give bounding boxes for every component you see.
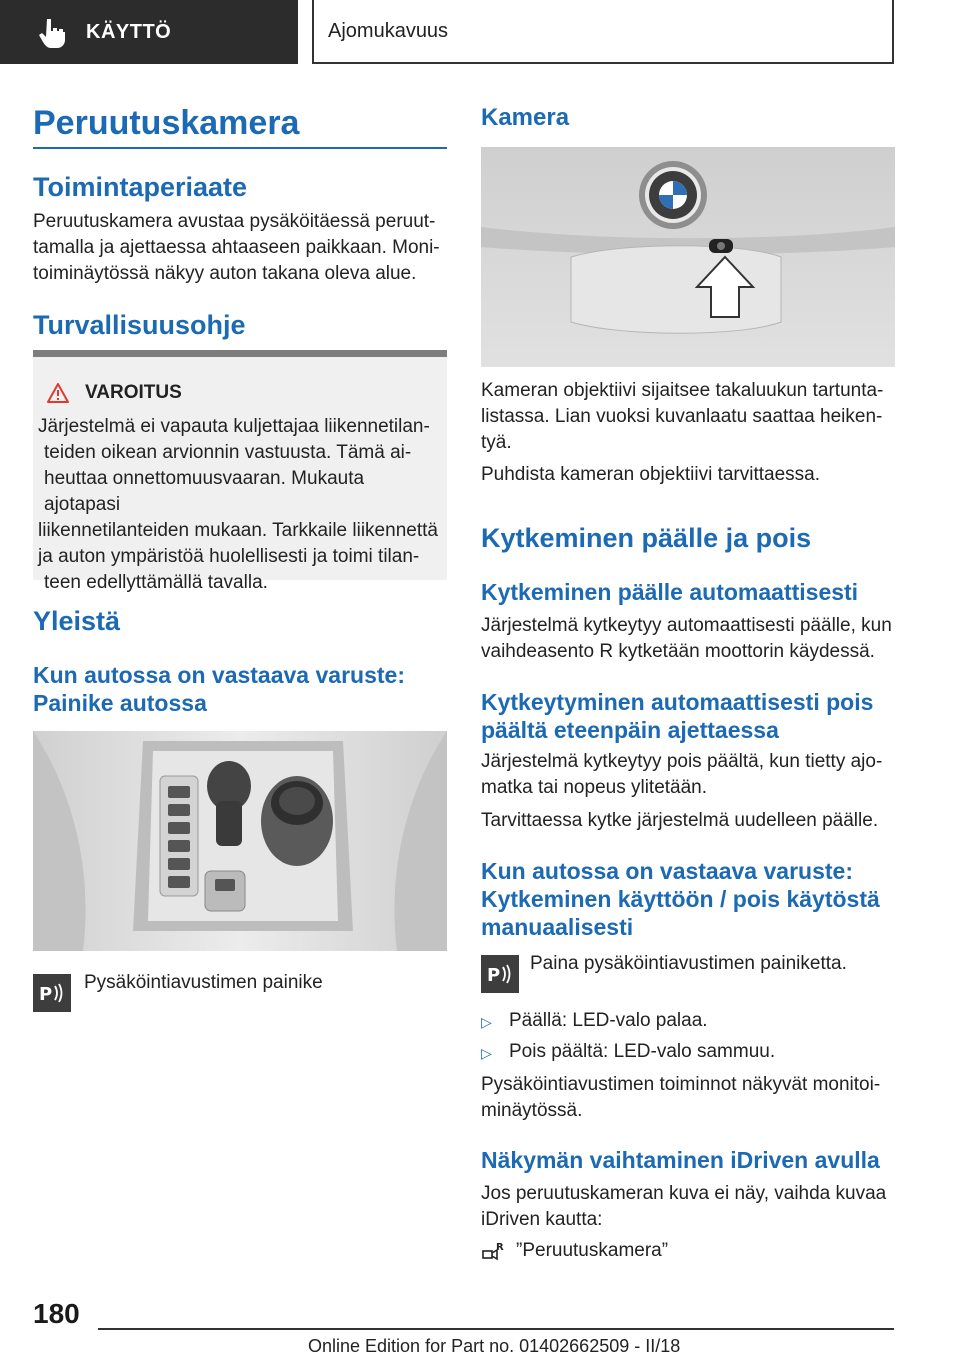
auto-off-paragraph: Järjestelmä kytkeytyy pois päältä, kun tietty ajo- matka tai nopeus ylitetään. (481, 751, 883, 798)
svg-text:R: R (496, 1242, 504, 1253)
footer-edition: Online Edition for Part no. 01402662509 - II/18 (308, 1336, 681, 1356)
warning-box (33, 350, 447, 593)
camera-paragraph: Kameran objektiivi sijaitsee takaluukun tartunta- listassa. Lian vuoksi kuvanlaatu saattaa heiken- tyä. (481, 380, 884, 453)
idrive-menu-item: ”Peruutuskamera” (516, 1240, 669, 1261)
heading-onoff: Kytkeminen päälle ja pois (481, 523, 812, 553)
heading-auto-off: Kytkeytyminen automaattisesti pois päältä eteenpäin ajettaessa (481, 689, 874, 743)
section-header (312, 0, 894, 64)
triangle-bullet-icon: ▷ (481, 1045, 492, 1061)
chapter-label: KÄYTTÖ (86, 20, 172, 43)
functions-paragraph: Pysäköintiavustimen toiminnot näkyvät monitoi- minäytössä. (481, 1074, 881, 1121)
chapter-tab (0, 0, 298, 64)
heading-principle: Toimintaperiaate (33, 172, 248, 202)
svg-text:P: P (39, 984, 53, 1005)
list-item: ▷ Päällä: LED-valo palaa. (481, 1008, 895, 1035)
status-bullet-list (481, 1008, 895, 1066)
heading-camera: Kamera (481, 104, 570, 131)
heading-manual: Kun autossa on vastaava varuste: Kytkeminen käyttöön / pois käytöstä manuaalisesti (481, 858, 880, 940)
footer-divider (98, 1328, 894, 1330)
auto-off-again-text: Tarvittaessa kytke järjestelmä uudelleen päälle. (481, 810, 879, 831)
center-console-image (33, 731, 447, 951)
hand-pointer-icon (38, 16, 68, 48)
svg-text:P: P (487, 965, 501, 986)
title-divider (33, 147, 447, 149)
idrive-paragraph: Jos peruutuskameran kuva ei näy, vaihda kuvaa iDriven kautta: (481, 1183, 887, 1230)
button-caption: Pysäköintiavustimen painike (84, 972, 323, 993)
page-title: Peruutuskamera (33, 104, 300, 142)
section-label: Ajomukavuus (328, 19, 449, 42)
camera-clean-text: Puhdista kameran objektiivi tarvittaessa. (481, 464, 820, 485)
park-assist-button-icon (33, 974, 71, 1012)
park-assist-button-icon-2 (481, 955, 519, 993)
heading-general: Yleistä (33, 606, 121, 636)
warning-title: VAROITUS (85, 382, 182, 403)
warning-triangle-icon (47, 383, 69, 403)
rear-camera-menu-icon (481, 1240, 507, 1262)
auto-on-paragraph: Järjestelmä kytkeytyy automaattisesti päälle, kun vaihdeasento R kytketään moottorin käydessä. (481, 615, 892, 662)
manual-press-text: Paina pysäköintiavustimen painiketta. (530, 953, 847, 974)
heading-safety: Turvallisuusohje (33, 310, 246, 340)
list-item: ▷ Pois päältä: LED-valo sammuu. (481, 1039, 895, 1066)
heading-equipment-button: Kun autossa on vastaava varuste: Painike autossa (33, 662, 405, 716)
principle-paragraph: Peruutuskamera avustaa pysäköitäessä peruut- tamalla ja ajettaessa ahtaaseen paikkaan. Moni- toiminäytössä näkyy auton takana oleva alue. (33, 211, 440, 284)
warning-text: Järjestelmä ei vapauta kuljettajaa liikennetilan- teiden oikean arvionnin vastuusta. Tämä ai- heuttaa onnettomuusvaaran. Mukauta ajotapasi liikennetilanteiden mukaan. Tarkkaile liikennettä ja auton ympäristöä huolellisesti ja toimi tilan- teen edellyttämällä tavalla. (38, 416, 438, 593)
page-number: 180 (33, 1298, 80, 1329)
heading-auto-on: Kytkeminen päälle automaattisesti (481, 579, 859, 605)
heading-idrive: Näkymän vaihtaminen iDriven avulla (481, 1147, 880, 1173)
triangle-bullet-icon: ▷ (481, 1014, 492, 1030)
rear-camera-image (481, 147, 895, 367)
